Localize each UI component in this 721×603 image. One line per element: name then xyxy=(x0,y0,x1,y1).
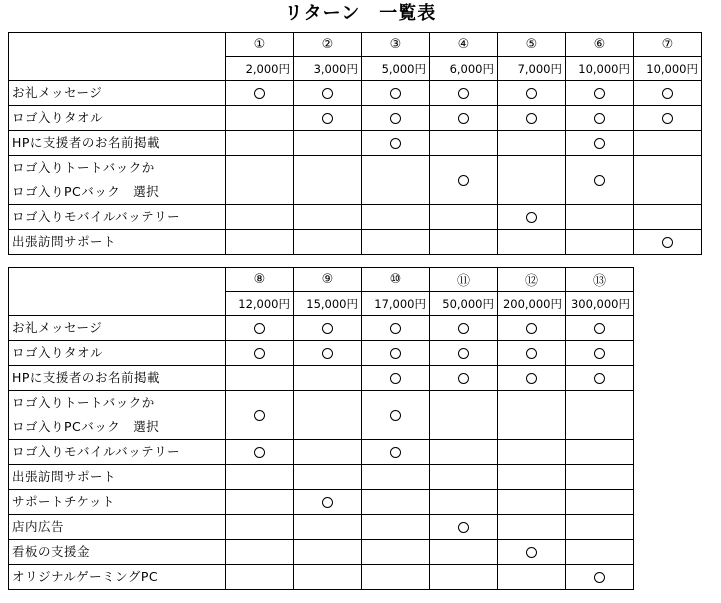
mark-cell xyxy=(362,341,430,366)
mark-cell xyxy=(226,515,294,540)
circle-mark-icon xyxy=(254,447,265,458)
mark-cell xyxy=(430,366,498,391)
header-corner-cell xyxy=(9,268,226,316)
mark-cell xyxy=(362,490,430,515)
tier-number-cell: ③ xyxy=(362,33,430,57)
circle-mark-icon xyxy=(322,348,333,359)
table-row xyxy=(9,131,702,156)
mark-cell xyxy=(294,81,362,106)
mark-cell xyxy=(430,230,498,255)
tier-price-cell: 6,000円 xyxy=(430,57,498,81)
circle-mark-icon xyxy=(662,88,673,99)
mark-cell xyxy=(362,391,430,440)
mark-cell xyxy=(430,106,498,131)
mark-cell xyxy=(226,230,294,255)
mark-cell xyxy=(226,490,294,515)
tier-number-cell: ⑥ xyxy=(566,33,634,57)
tier-price-cell: 2,000円 xyxy=(226,57,294,81)
mark-cell xyxy=(362,205,430,230)
tier-number-cell: ④ xyxy=(430,33,498,57)
reward-label-cell xyxy=(9,106,226,131)
reward-label-text: 出張訪問サポート xyxy=(12,469,117,484)
mark-cell xyxy=(566,540,634,565)
mark-cell xyxy=(362,540,430,565)
reward-label-cell xyxy=(9,81,226,106)
reward-label-text: ロゴ入りトートバックか xyxy=(12,160,155,175)
table-row xyxy=(9,205,702,230)
table-row xyxy=(9,565,634,590)
reward-label-cell xyxy=(9,391,226,440)
mark-cell xyxy=(634,106,702,131)
mark-cell xyxy=(226,366,294,391)
circle-mark-icon xyxy=(526,88,537,99)
return-table-1 xyxy=(8,32,702,255)
mark-cell xyxy=(430,341,498,366)
circle-mark-icon xyxy=(390,348,401,359)
circle-mark-icon xyxy=(458,175,469,186)
tier-number-cell: ⑧ xyxy=(226,268,294,292)
tier-number-cell: ⑪ xyxy=(430,268,498,292)
mark-cell xyxy=(498,366,566,391)
mark-cell xyxy=(362,565,430,590)
reward-label-cell xyxy=(9,465,226,490)
tier-number-cell: ① xyxy=(226,33,294,57)
mark-cell xyxy=(430,156,498,205)
mark-cell xyxy=(634,131,702,156)
mark-cell xyxy=(566,565,634,590)
tier-number-cell: ⑤ xyxy=(498,33,566,57)
mark-cell xyxy=(498,230,566,255)
reward-label-cell xyxy=(9,440,226,465)
circle-mark-icon xyxy=(594,373,605,384)
reward-label-text: ロゴ入りPCバック 選択 xyxy=(12,419,160,434)
circle-mark-icon xyxy=(390,138,401,149)
reward-label-text: ロゴ入りタオル xyxy=(12,345,104,360)
mark-cell xyxy=(498,131,566,156)
mark-cell xyxy=(634,156,702,205)
mark-cell xyxy=(566,366,634,391)
circle-mark-icon xyxy=(662,237,673,248)
table-row xyxy=(9,156,702,205)
table-row xyxy=(9,341,634,366)
mark-cell xyxy=(566,515,634,540)
tier-price-cell: 7,000円 xyxy=(498,57,566,81)
circle-mark-icon xyxy=(594,113,605,124)
mark-cell xyxy=(362,515,430,540)
tier-number-cell: ⑦ xyxy=(634,33,702,57)
mark-cell xyxy=(634,205,702,230)
mark-cell xyxy=(430,565,498,590)
tier-price-cell: 17,000円 xyxy=(362,292,430,316)
mark-cell xyxy=(430,131,498,156)
reward-label-cell xyxy=(9,341,226,366)
mark-cell xyxy=(226,205,294,230)
reward-label-text: 出張訪問サポート xyxy=(12,234,117,249)
mark-cell xyxy=(430,205,498,230)
circle-mark-icon xyxy=(254,348,265,359)
mark-cell xyxy=(226,440,294,465)
circle-mark-icon xyxy=(390,447,401,458)
circle-mark-icon xyxy=(526,113,537,124)
mark-cell xyxy=(634,230,702,255)
circle-mark-icon xyxy=(594,138,605,149)
tier-number-cell: ⑨ xyxy=(294,268,362,292)
circle-mark-icon xyxy=(594,323,605,334)
mark-cell xyxy=(498,156,566,205)
mark-cell xyxy=(430,391,498,440)
header-number-row xyxy=(9,268,634,292)
table-row xyxy=(9,440,634,465)
circle-mark-icon xyxy=(526,212,537,223)
mark-cell xyxy=(430,465,498,490)
table-row xyxy=(9,106,702,131)
mark-cell xyxy=(498,205,566,230)
mark-cell xyxy=(362,106,430,131)
mark-cell xyxy=(226,131,294,156)
reward-label-text: 店内広告 xyxy=(12,519,65,534)
mark-cell xyxy=(294,341,362,366)
mark-cell xyxy=(498,490,566,515)
tier-price-cell: 15,000円 xyxy=(294,292,362,316)
table-row xyxy=(9,316,634,341)
mark-cell xyxy=(362,440,430,465)
mark-cell xyxy=(294,540,362,565)
mark-cell xyxy=(498,316,566,341)
circle-mark-icon xyxy=(390,88,401,99)
reward-label-text: ロゴ入りタオル xyxy=(12,110,104,125)
mark-cell xyxy=(430,81,498,106)
reward-label-text: 看板の支援金 xyxy=(12,544,91,559)
mark-cell xyxy=(294,515,362,540)
tier-number-cell: ② xyxy=(294,33,362,57)
mark-cell xyxy=(226,565,294,590)
circle-mark-icon xyxy=(458,522,469,533)
reward-label-cell xyxy=(9,540,226,565)
reward-label-text: ロゴ入りモバイルバッテリー xyxy=(12,209,181,224)
tier-number-cell: ⑫ xyxy=(498,268,566,292)
mark-cell xyxy=(498,565,566,590)
mark-cell xyxy=(294,230,362,255)
mark-cell xyxy=(226,316,294,341)
tier-price-cell: 5,000円 xyxy=(362,57,430,81)
mark-cell xyxy=(294,565,362,590)
mark-cell xyxy=(566,440,634,465)
circle-mark-icon xyxy=(322,497,333,508)
circle-mark-icon xyxy=(254,323,265,334)
tier-price-cell: 200,000円 xyxy=(498,292,566,316)
circle-mark-icon xyxy=(254,410,265,421)
table-row xyxy=(9,515,634,540)
mark-cell xyxy=(294,106,362,131)
reward-label-cell xyxy=(9,131,226,156)
reward-label-text: お礼メッセージ xyxy=(12,320,103,335)
mark-cell xyxy=(498,106,566,131)
mark-cell xyxy=(362,156,430,205)
circle-mark-icon xyxy=(390,373,401,384)
circle-mark-icon xyxy=(322,88,333,99)
mark-cell xyxy=(226,465,294,490)
reward-label-text: ロゴ入りPCバック 選択 xyxy=(12,184,160,199)
circle-mark-icon xyxy=(458,373,469,384)
mark-cell xyxy=(498,81,566,106)
mark-cell xyxy=(294,316,362,341)
mark-cell xyxy=(226,156,294,205)
mark-cell xyxy=(226,341,294,366)
mark-cell xyxy=(566,391,634,440)
mark-cell xyxy=(498,341,566,366)
circle-mark-icon xyxy=(254,88,265,99)
circle-mark-icon xyxy=(526,323,537,334)
circle-mark-icon xyxy=(594,175,605,186)
mark-cell xyxy=(226,391,294,440)
tier-number-cell: ⑬ xyxy=(566,268,634,292)
circle-mark-icon xyxy=(458,348,469,359)
mark-cell xyxy=(362,230,430,255)
tier-price-cell: 10,000円 xyxy=(566,57,634,81)
mark-cell xyxy=(566,156,634,205)
circle-mark-icon xyxy=(458,323,469,334)
return-table-2 xyxy=(8,267,634,590)
table-row xyxy=(9,81,702,106)
mark-cell xyxy=(362,366,430,391)
circle-mark-icon xyxy=(594,348,605,359)
circle-mark-icon xyxy=(594,88,605,99)
mark-cell xyxy=(566,81,634,106)
reward-label-cell xyxy=(9,565,226,590)
mark-cell xyxy=(498,515,566,540)
table-row xyxy=(9,230,702,255)
reward-label-text: HPに支援者のお名前掲載 xyxy=(12,370,160,385)
mark-cell xyxy=(566,205,634,230)
reward-label-cell xyxy=(9,156,226,205)
tier-price-cell: 10,000円 xyxy=(634,57,702,81)
circle-mark-icon xyxy=(526,373,537,384)
mark-cell xyxy=(362,81,430,106)
reward-label-cell xyxy=(9,366,226,391)
circle-mark-icon xyxy=(662,113,673,124)
table-row xyxy=(9,465,634,490)
mark-cell xyxy=(294,391,362,440)
tier-number-cell: ⑩ xyxy=(362,268,430,292)
reward-label-cell xyxy=(9,316,226,341)
mark-cell xyxy=(566,490,634,515)
circle-mark-icon xyxy=(458,113,469,124)
mark-cell xyxy=(294,490,362,515)
circle-mark-icon xyxy=(322,113,333,124)
page-title: リターン 一覧表 xyxy=(284,3,437,24)
mark-cell xyxy=(498,391,566,440)
mark-cell xyxy=(362,131,430,156)
mark-cell xyxy=(362,316,430,341)
circle-mark-icon xyxy=(458,88,469,99)
reward-label-text: ロゴ入りモバイルバッテリー xyxy=(12,444,181,459)
mark-cell xyxy=(430,490,498,515)
reward-label-cell xyxy=(9,515,226,540)
mark-cell xyxy=(294,156,362,205)
table-row xyxy=(9,391,634,440)
mark-cell xyxy=(226,540,294,565)
circle-mark-icon xyxy=(390,113,401,124)
tier-price-cell: 300,000円 xyxy=(566,292,634,316)
header-number-row xyxy=(9,33,702,57)
mark-cell xyxy=(294,131,362,156)
mark-cell xyxy=(566,465,634,490)
mark-cell xyxy=(294,366,362,391)
reward-label-cell xyxy=(9,490,226,515)
mark-cell xyxy=(634,81,702,106)
table-row xyxy=(9,366,634,391)
mark-cell xyxy=(566,106,634,131)
tier-price-cell: 3,000円 xyxy=(294,57,362,81)
reward-label-cell xyxy=(9,205,226,230)
reward-label-text: オリジナルゲーミングPC xyxy=(12,569,159,584)
tier-price-cell: 12,000円 xyxy=(226,292,294,316)
table-row xyxy=(9,540,634,565)
mark-cell xyxy=(430,515,498,540)
mark-cell xyxy=(498,440,566,465)
mark-cell xyxy=(294,205,362,230)
reward-label-text: HPに支援者のお名前掲載 xyxy=(12,135,160,150)
reward-label-text: サポートチケット xyxy=(12,494,115,509)
mark-cell xyxy=(566,316,634,341)
mark-cell xyxy=(430,440,498,465)
mark-cell xyxy=(498,540,566,565)
mark-cell xyxy=(226,81,294,106)
mark-cell xyxy=(566,341,634,366)
circle-mark-icon xyxy=(390,410,401,421)
circle-mark-icon xyxy=(390,323,401,334)
circle-mark-icon xyxy=(594,572,605,583)
table-row xyxy=(9,490,634,515)
mark-cell xyxy=(498,465,566,490)
mark-cell xyxy=(430,316,498,341)
header-corner-cell xyxy=(9,33,226,81)
mark-cell xyxy=(294,440,362,465)
mark-cell xyxy=(294,465,362,490)
reward-label-cell xyxy=(9,230,226,255)
circle-mark-icon xyxy=(322,323,333,334)
tier-price-cell: 50,000円 xyxy=(430,292,498,316)
mark-cell xyxy=(226,106,294,131)
reward-label-text: ロゴ入りトートバックか xyxy=(12,395,155,410)
circle-mark-icon xyxy=(526,547,537,558)
reward-label-text: お礼メッセージ xyxy=(12,85,103,100)
mark-cell xyxy=(430,540,498,565)
mark-cell xyxy=(566,230,634,255)
circle-mark-icon xyxy=(526,348,537,359)
mark-cell xyxy=(566,131,634,156)
mark-cell xyxy=(362,465,430,490)
